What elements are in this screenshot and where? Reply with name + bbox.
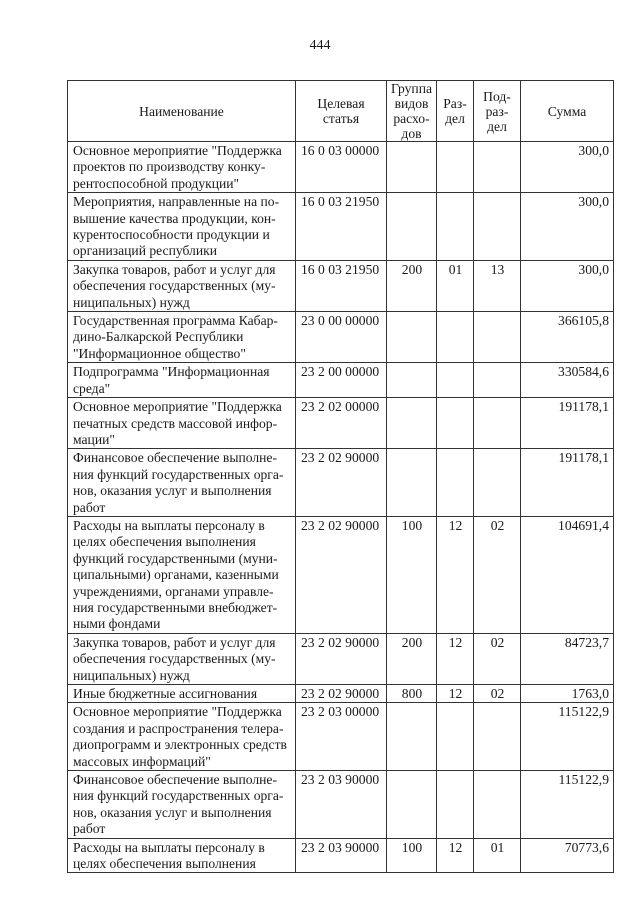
- cell-name: [68, 312, 296, 363]
- row-name-text: Основное мероприятие "Поддержка печатных средств массовой инфор- мации": [73, 399, 282, 447]
- header-section: Раз- дел: [437, 81, 474, 142]
- cell-section: 12: [437, 633, 474, 684]
- cell-subsection: [474, 449, 521, 517]
- cell-expense-group: [387, 703, 437, 771]
- cell-target-article: 23 2 02 90000: [296, 516, 387, 633]
- cell-section: 12: [437, 685, 474, 703]
- row-name-text: Государственная программа Кабар- дино-Балкарской Республики "Информационное общество": [73, 313, 278, 361]
- cell-name: [68, 838, 296, 873]
- cell-target-article: 23 2 03 00000: [296, 703, 387, 771]
- table-row: [68, 685, 614, 703]
- table-row: [68, 193, 614, 261]
- cell-target-article: 23 2 00 00000: [296, 363, 387, 398]
- cell-expense-group: [387, 771, 437, 839]
- cell-name: [68, 398, 296, 449]
- cell-sum: 115122,9: [521, 771, 614, 839]
- row-name-text: Закупка товаров, работ и услуг для обеспечения государственных (му- ниципальных) нужд: [73, 634, 276, 683]
- cell-subsection: [474, 398, 521, 449]
- cell-subsection: 02: [474, 685, 521, 703]
- cell-expense-group: [387, 193, 437, 261]
- cell-expense-group: 200: [387, 260, 437, 311]
- cell-name: [68, 516, 296, 633]
- cell-subsection: [474, 363, 521, 398]
- cell-sum: 191178,1: [521, 398, 614, 449]
- cell-section: [437, 398, 474, 449]
- cell-section: [437, 771, 474, 839]
- table-row: [68, 363, 614, 398]
- page-number: 444: [309, 38, 331, 53]
- row-name-text: Расходы на выплаты персоналу в целях обеспечения выполнения: [73, 839, 265, 872]
- cell-sum: 191178,1: [521, 449, 614, 517]
- table-row: [68, 312, 614, 363]
- cell-target-article: 16 0 03 00000: [296, 142, 387, 193]
- cell-sum: 115122,9: [521, 703, 614, 771]
- cell-target-article: 23 2 02 90000: [296, 449, 387, 517]
- cell-target-article: 23 2 03 90000: [296, 838, 387, 873]
- cell-expense-group: [387, 398, 437, 449]
- cell-expense-group: 100: [387, 516, 437, 633]
- cell-name: [68, 633, 296, 684]
- cell-name: [68, 260, 296, 311]
- row-name-text: Финансовое обеспечение выполне- ния функций государственных орга- нов, оказания услуг и выполнения работ: [73, 772, 284, 837]
- header-target-article: Целевая статья: [296, 81, 387, 142]
- cell-section: [437, 449, 474, 517]
- header-subsection: Под- раз- дел: [474, 81, 521, 142]
- cell-sum: 300,0: [521, 260, 614, 311]
- table-row: [68, 703, 614, 771]
- cell-name: [68, 771, 296, 839]
- cell-subsection: [474, 312, 521, 363]
- cell-name: [68, 685, 296, 703]
- cell-section: 01: [437, 260, 474, 311]
- cell-target-article: 16 0 03 21950: [296, 260, 387, 311]
- cell-section: [437, 312, 474, 363]
- cell-target-article: 23 0 00 00000: [296, 312, 387, 363]
- cell-sum: 70773,6: [521, 838, 614, 873]
- table-row: [68, 142, 614, 193]
- row-name-text: Основное мероприятие "Поддержка проектов по производству конку- рентоспособной продукции": [73, 143, 282, 191]
- row-name-text: Расходы на выплаты персоналу в целях обеспечения выполнения функций государственными (муни- ципальными) органами, казенными учреждениями, органами управле- ния государственными внебюджет- ными фондами: [73, 517, 279, 632]
- cell-subsection: 01: [474, 838, 521, 873]
- cell-sum: 104691,4: [521, 516, 614, 633]
- cell-expense-group: [387, 449, 437, 517]
- cell-subsection: 02: [474, 633, 521, 684]
- cell-target-article: 23 2 02 90000: [296, 633, 387, 684]
- cell-target-article: 23 2 02 00000: [296, 398, 387, 449]
- cell-name: [68, 193, 296, 261]
- cell-expense-group: [387, 363, 437, 398]
- cell-expense-group: 100: [387, 838, 437, 873]
- cell-target-article: 23 2 02 90000: [296, 685, 387, 703]
- table-row: [68, 771, 614, 839]
- table-row: [68, 449, 614, 517]
- header-sum: Сумма: [521, 81, 614, 142]
- cell-subsection: [474, 703, 521, 771]
- cell-sum: 84723,7: [521, 633, 614, 684]
- table-header-row: [68, 81, 614, 142]
- cell-sum: 300,0: [521, 193, 614, 261]
- cell-section: [437, 142, 474, 193]
- cell-section: [437, 363, 474, 398]
- table-row: [68, 633, 614, 684]
- row-name-text: Основное мероприятие "Поддержка создания и распространения телера- диопрограмм и электронных средств массовых информаций": [73, 704, 287, 769]
- row-name-text: Иные бюджетные ассигнования: [73, 686, 258, 701]
- cell-subsection: [474, 771, 521, 839]
- budget-table: [67, 80, 614, 873]
- cell-subsection: [474, 142, 521, 193]
- table-row: [68, 516, 614, 633]
- cell-section: 12: [437, 516, 474, 633]
- table-row: [68, 398, 614, 449]
- header-expense-group: Группа видов расхо- дов: [387, 81, 437, 142]
- row-name-text: Подпрограмма "Информационная среда": [73, 364, 270, 396]
- table-row: [68, 260, 614, 311]
- cell-subsection: 13: [474, 260, 521, 311]
- row-name-text: Мероприятия, направленные на по- вышение качества продукции, кон- курентоспособности продукции и организаций республики: [73, 194, 280, 259]
- cell-sum: 300,0: [521, 142, 614, 193]
- cell-section: 12: [437, 838, 474, 873]
- header-name: Наименование: [68, 81, 296, 142]
- cell-expense-group: [387, 142, 437, 193]
- cell-name: [68, 449, 296, 517]
- cell-sum: 330584,6: [521, 363, 614, 398]
- cell-section: [437, 193, 474, 261]
- cell-target-article: 16 0 03 21950: [296, 193, 387, 261]
- cell-target-article: 23 2 03 90000: [296, 771, 387, 839]
- cell-name: [68, 142, 296, 193]
- cell-name: [68, 703, 296, 771]
- cell-sum: 1763,0: [521, 685, 614, 703]
- cell-name: [68, 363, 296, 398]
- cell-subsection: [474, 193, 521, 261]
- cell-expense-group: 800: [387, 685, 437, 703]
- cell-section: [437, 703, 474, 771]
- cell-sum: 366105,8: [521, 312, 614, 363]
- cell-expense-group: 200: [387, 633, 437, 684]
- row-name-text: Финансовое обеспечение выполне- ния функций государственных орга- нов, оказания услуг и выполнения работ: [73, 450, 284, 515]
- table-row: [68, 838, 614, 873]
- cell-subsection: 02: [474, 516, 521, 633]
- row-name-text: Закупка товаров, работ и услуг для обеспечения государственных (му- ниципальных) нужд: [73, 261, 276, 310]
- cell-expense-group: [387, 312, 437, 363]
